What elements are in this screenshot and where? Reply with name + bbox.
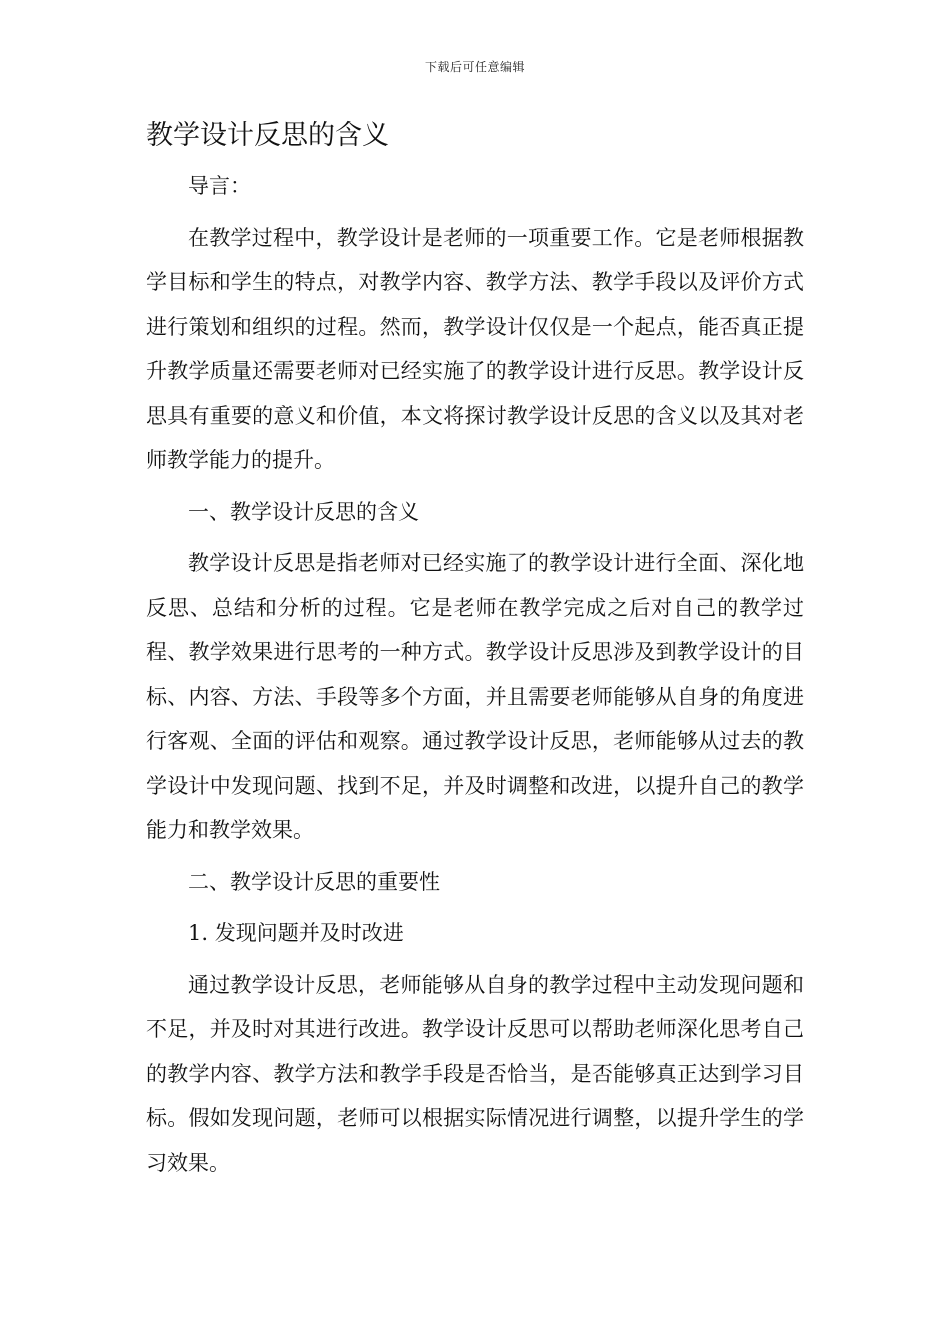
section-heading-2: 二、教学设计反思的重要性 [188, 869, 440, 894]
header-note: 下载后可任意编辑 [424, 60, 525, 74]
intro-label: 导言： [188, 174, 251, 198]
section-heading-1: 一、教学设计反思的含义 [188, 499, 419, 524]
definition-paragraph: 教学设计反思是指老师对已经实施了的教学设计进行全面、深化地反思、总结和分析的过程。它是老师在教学完成之后对自己的教学过程、教学效果进行思考的一种方式。教学设计反思涉及到教学设计的目标、内容、方法、手段等多个方面，并且需要老师能够从自身的角度进行客观、全面的评估和观察。通过教学设计反思，老师能够从过去的教学设计中发现问题、找到不足，并及时调整和改进，以提升自己的教学能力和教学效果。 [146, 551, 804, 842]
document-body [146, 164, 804, 1185]
intro-paragraph: 在教学过程中，教学设计是老师的一项重要工作。它是老师根据教学目标和学生的特点，对教学内容、教学方法、教学手段以及评价方式进行策划和组织的过程。然而，教学设计仅仅是一个起点，能否真正提升教学质量还需要老师对已经实施了的教学设计进行反思。教学设计反思具有重要的意义和价值，本文将探讨教学设计反思的含义以及其对老师教学能力的提升。 [146, 225, 804, 472]
document-title: 教学设计反思的含义 [146, 120, 389, 151]
importance-paragraph: 通过教学设计反思，老师能够从自身的教学过程中主动发现问题和不足，并及时对其进行改进。教学设计反思可以帮助老师深化思考自己的教学内容、教学方法和教学手段是否恰当，是否能够真正达到学习目标。假如发现问题，老师可以根据实际情况进行调整，以提升学生的学习效果。 [146, 972, 804, 1175]
subheading-1: 1. 发现问题并及时改进 [188, 921, 404, 945]
